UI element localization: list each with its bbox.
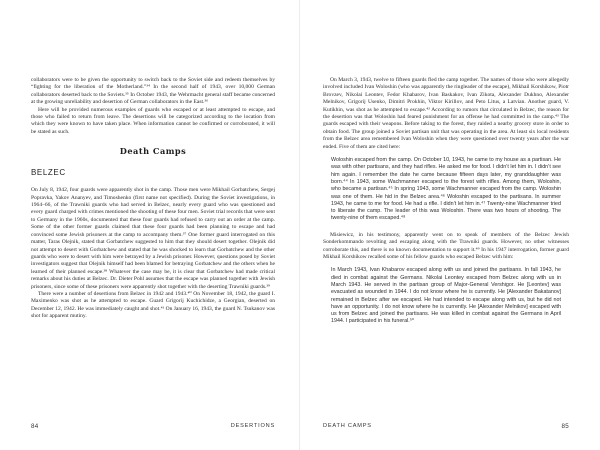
right-intro-paragraph: On March 3, 1943, twelve to fifteen guards fled the camp together. The names of those who were allegedly involved included Ivan Woloshin (who was apparently the ringleader of the escape), Mikhail Korshikow, Piotr Brovzev, Nikolai Leontev, Fedor Khabarov, Ivan Baskakov, Ivan Zikota, Alexander Dukhno, Alexander Melnikov, Grigorij Usenko, Dimitri Prokhin, Viktor Kirillov, and Peto Litus, a Latvian. Another guard, V. Kutikhin, was shot as he attempted to escape.⁴² According to rumors that circulated in Belzec, the reason for the desertion was that Woloshin had feared punishment for an offense he had committed in the camp.⁴³ The guards escaped with their weapons. Before taking to the forest, they raided a nearby grocery store in order to obtain food. The group joined a Soviet partisan unit that was operating in the area. At least six local residents from the Belzec area remembered Ivan Woloshin when they were questioned over twenty years after the war ended. Five of them are cited here: [323, 77, 569, 150]
right-running-title: DEATH CAMPS [323, 423, 372, 429]
right-page-number: 85 [561, 423, 569, 430]
left-running-title: DESERTIONS [230, 423, 275, 429]
left-page-number: 84 [31, 423, 39, 430]
subheading-belzec: BELZEC [31, 168, 66, 178]
belzec-paragraph-2: There were a number of desertions from Belzec in 1942 and 1943.⁴⁰ On November 18, 1942, the guard I. Maximenko was shot as he attempted to escape. Guard Grigorij Kuchichidze, a Georgian, deserted on December 12, 1942. He was immediately caught and shot.⁴¹ On January 16, 1943, the guard N. Tsukanov was shot for apparent mutiny. [31, 290, 275, 320]
left-intro-paragraph-2: Here will be provided numerous examples of guards who escaped or at least attempted to escape, and those who failed to return from leave. The desertions will be categorized according to the location from which they were known to have taken place. When information cannot be confirmed or corroborated, it will be stated as such. [31, 106, 275, 135]
right-middle-paragraph: Misiewicz, in his testimony, apparently went on to speak of members of the Belzec Jewish Sonderkommando revolting and escaping along with the Trawniki guards. However, no other witnesses corroborate this, and there is no known documentation to support it.⁴⁹ In his 1947 interrogation, former guard Mikhail Korshikow recalled some of his fellow guards who escaped Belzec with him: [323, 231, 569, 260]
belzec-paragraph-1: On July 8, 1942, four guards were apparently shot in the camp. Those men were Mikhail Gorbatchew, Sergej Popravka, Yakov Ananyev, and Timoshenko (first name not specified). During the Soviet investigations, in 1964–66, of the Trawniki guards who had served in Belzec, nearly every guard who was questioned and every guard charged with crimes mentioned the shooting of these four men. Soviet trial records that were sent to Germany in the 1960s, documented that these four guards had refused to carry out an order at the camp. Some of the other former guards claimed that these four guards had been planning to escape and had convinced some Jewish prisoners at the camp to accompany them.³⁷ One former guard interrogated on this matter, Taras Olejnik, stated that Gorbatchew suggested to him that they should desert together. Olejnik did not attempt to desert with Gorbatchew and stated that he was shocked to learn that Gorbatchew and the other guards who were to desert with him were betrayed by a Jewish prisoner. However, questions posed by Soviet investigators suggest that Olejnik himself had been blamed for betraying Gorbatchew and the others when he learned of their planned escape.³⁸ Whatever the case may be, it is clear that Gorbatchew had made critical remarks about his duties at Belzec. Dr. Dieter Pohl assumes that the escape was planned together with Jewish prisoners, since some of these prisoners were apparently shot together with the deserting Trawniki guards.³⁹ [31, 187, 275, 290]
witness-testimony-quote: Woloshin escaped from the camp. On October 10, 1943, he came to my house as a partisan. He was with other partisans, and they had rifles. He asked me for food. I didn’t let him in. I didn’t see him again. I remember the date he came because fifteen days later, my granddaughter was born.⁴⁴ In 1943, some Wachmanner escaped to the forest with rifles. Among them, Woloshin, who became a partisan.⁴⁵ In spring 1943, some Wachmanner escaped from the camp. Woloshin was one of them. He hid in the Belzec area.⁴⁶ Woloshin escaped to the partisans. In summer 1943, he came to me for food. He had a rifle. I didn’t let him in.⁴⁷ Twenty-nine Wachmanner tried to liberate the camp. The leader of this was Woloshin. There was two hours of shooting. The twenty-nine of them escaped.⁴⁸ [331, 157, 561, 222]
korshikow-testimony-quote: In March 1943, Ivan Khabarov escaped along with us and joined the partisans. In fall 1943, he died in combat against the Germans. Nikolai Leontey escaped from Belzec along with us in March 1943. He served in the partisan group of Major-General Vershigor. He [Leontev] was evacuated as wounded in 1944. I do not know where he is currently. He [Alexander Bakatanov] remained in Belzec after we escaped. He had intended to escape along with us, but he did not have an opportunity. I do not know where he is currently. He [Alexander Melnikov] escaped with us from Belzec and joined the partisans. He was killed in combat against the Germans in April 1944. I participated in his funeral.⁵⁰ [331, 267, 561, 325]
section-heading-death-camps: Death Camps [119, 146, 187, 157]
left-intro-paragraph-1: collaborators were to be given the opportunity to switch back to the Soviet side and redeem themselves by “fighting for the liberation of the Motherland.”³⁴ In the second half of 1943, over 10,000 German collaborators deserted back to the Soviets.³⁵ In October 1943, the Wehrmacht general staff became concerned at the growing unreliability and desertion of German collaborators in the East.³⁶ [31, 77, 275, 106]
left-page-text-column [31, 77, 275, 321]
right-page-text-column [323, 77, 569, 335]
right-page [300, 0, 600, 450]
